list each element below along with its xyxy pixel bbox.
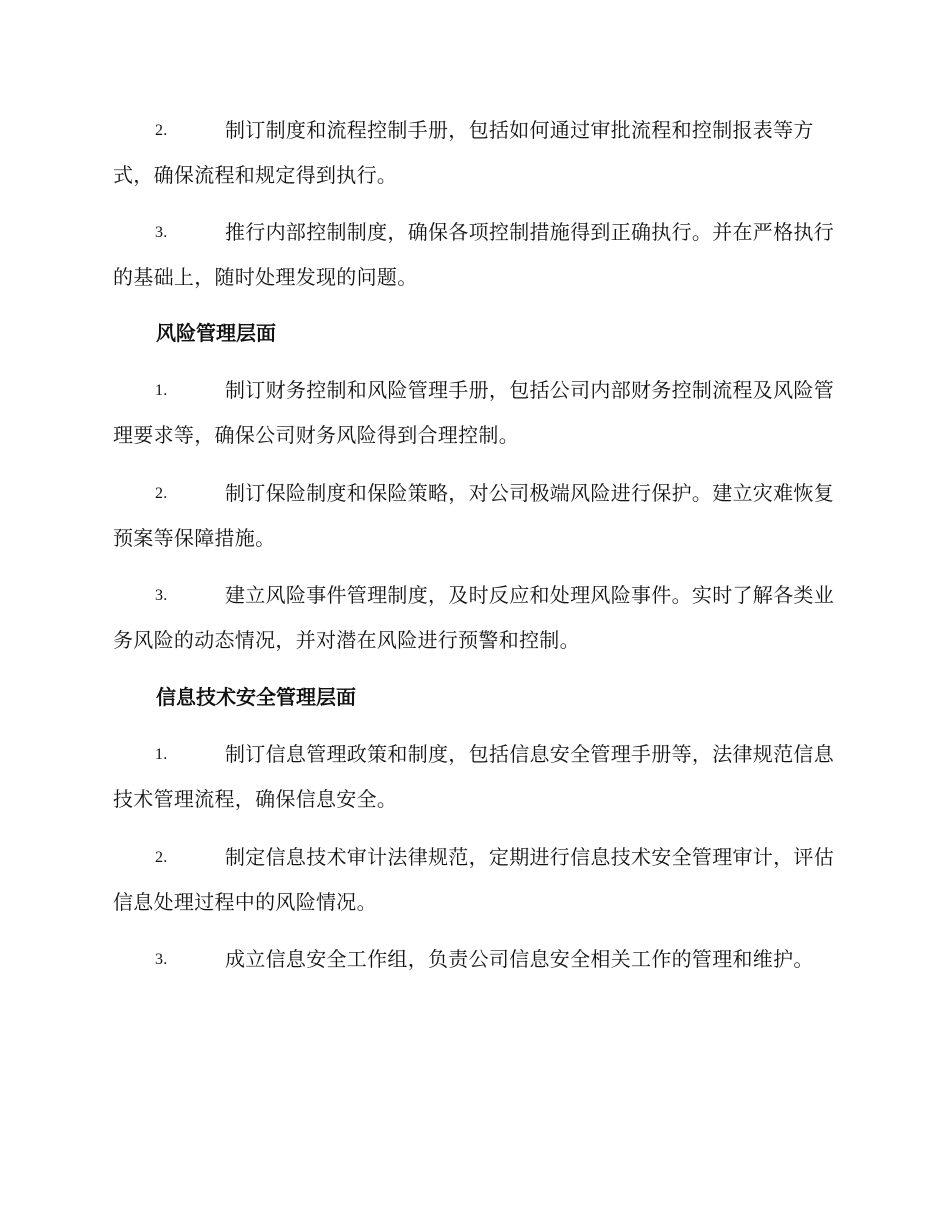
list-text: 制订保险制度和保险策略，对公司极端风险进行保护。建立灾难恢复预案等保障措施。: [113, 481, 834, 550]
list-item: [113, 835, 835, 925]
list-number: 1.: [155, 746, 168, 763]
list-number: 1.: [155, 382, 168, 399]
list-text: 制订制度和流程控制手册，包括如何通过审批流程和控制报表等方式，确保流程和规定得到执行。: [113, 118, 814, 187]
list-number: 3.: [155, 224, 168, 241]
list-text: 制定信息技术审计法律规范，定期进行信息技术安全管理审计，评估信息处理过程中的风险情况。: [113, 845, 834, 914]
list-item: [113, 471, 835, 561]
list-text: 制订财务控制和风险管理手册，包括公司内部财务控制流程及风险管理要求等，确保公司财务风险得到合理控制。: [113, 378, 834, 447]
list-item: [113, 108, 835, 198]
list-item: [113, 937, 835, 982]
list-text: 成立信息安全工作组，负责公司信息安全相关工作的管理和维护。: [225, 947, 814, 971]
list-number: 2.: [155, 122, 168, 139]
list-item: [113, 210, 835, 300]
list-number: 3.: [155, 587, 168, 604]
section-heading-it-security: 信息技术安全管理层面: [156, 685, 356, 709]
list-item: [113, 368, 835, 458]
list-item: [113, 573, 835, 663]
list-number: 2.: [155, 849, 168, 866]
list-item: [113, 732, 835, 822]
list-number: 3.: [155, 951, 168, 968]
section-heading-risk: 风险管理层面: [156, 321, 276, 345]
list-text: 建立风险事件管理制度，及时反应和处理风险事件。实时了解各类业务风险的动态情况，并对潜在风险进行预警和控制。: [113, 583, 834, 652]
list-text: 制订信息管理政策和制度，包括信息安全管理手册等，法律规范信息技术管理流程，确保信息安全。: [113, 742, 834, 811]
list-number: 2.: [155, 485, 168, 502]
list-text: 推行内部控制制度，确保各项控制措施得到正确执行。并在严格执行的基础上，随时处理发现的问题。: [113, 220, 834, 289]
